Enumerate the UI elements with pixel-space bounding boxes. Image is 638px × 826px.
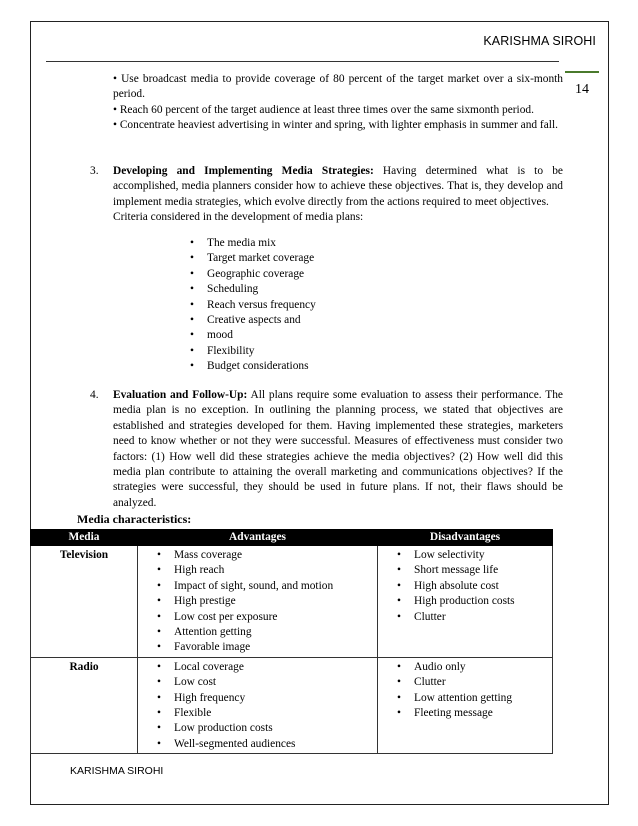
disadvantages-cell [378,546,553,658]
column-header: Media [31,530,138,546]
criteria-item: • Flexibility [190,344,316,359]
criteria-item: • mood [190,328,316,343]
intro-bullet: • Reach 60 percent of the target audience at least three times over the same sixmonth period. [113,103,534,116]
table-header-row [31,530,553,546]
section-number: 4. [90,389,99,401]
footer-author: KARISHMA SIROHI [70,765,164,777]
section-text: Having determined what is to be accomplished, media planners consider how to achieve these objectives. That is, they develop and implement media strategies, which evolve directly from the actions required to meet objectives. [113,165,563,208]
list-item: • Clutter [378,610,552,625]
header-author: KARISHMA SIROHI [483,34,596,48]
list-item: • Local coverage [138,660,377,675]
list-item: • Favorable image [138,640,377,655]
media-name: Radio [31,657,138,753]
intro-bullet: • Use broadcast media to provide coverage of 80 percent of the target market over a six-month period. [113,73,563,101]
list-item: • High absolute cost [378,579,552,594]
list-item: • Impact of sight, sound, and motion [138,579,377,594]
criteria-item: • Creative aspects and [190,313,316,328]
list-item: • Fleeting message [378,706,552,721]
criteria-item: • Geographic coverage [190,267,316,282]
list-item: • Short message life [378,563,552,578]
criteria-item: • Reach versus frequency [190,298,316,313]
section-4 [90,388,563,511]
advantages-cell [138,657,378,753]
list-item: • Low cost [138,675,377,690]
disadvantages-cell [378,657,553,753]
list-item: • Flexible [138,706,377,721]
list-item: • Low selectivity [378,548,552,563]
list-item: • High frequency [138,691,377,706]
section-title: Developing and Implementing Media Strategies: [113,165,374,177]
column-header: Advantages [138,530,378,546]
list-item: • High prestige [138,594,377,609]
list-item: • Audio only [378,660,552,675]
table-row [31,657,553,753]
criteria-intro: Criteria considered in the development of media plans: [113,211,364,224]
criteria-item: • Budget considerations [190,359,316,374]
section-3 [90,164,563,226]
criteria-list [190,236,316,375]
list-item: • Low cost per exposure [138,610,377,625]
criteria-item: • The media mix [190,236,316,251]
section-paragraph [113,164,563,210]
list-item: • Low production costs [138,721,377,736]
table-row [31,546,553,658]
section-title: Evaluation and Follow-Up: [113,389,248,401]
media-table [30,529,553,754]
criteria-item: • Scheduling [190,282,316,297]
list-item: • Attention getting [138,625,377,640]
column-header: Disadvantages [378,530,553,546]
intro-bullet: • Concentrate heaviest advertising in winter and spring, with lighter emphasis in summer and fall. [113,119,558,132]
page-number: 14 [575,82,589,97]
section-text: All plans require some evaluation to assess their performance. The media plan is no exception. In outlining the planning process, we stated that objectives are established and strategies developed for them. Having implemented these strategies, marketers need to know whether or not they were successful. Measures of effectiveness must consider two factors: (1) How well did these strategies achieve the media objectives? (2) How well did this media plan contribute to attaining the overall marketing and communications objectives? If the strategies were successful, they should be used in future plans. If not, their flaws should be analyzed. [113,389,563,509]
media-name: Television [31,546,138,658]
list-item: • Mass coverage [138,548,377,563]
header-rule [46,61,559,62]
list-item: • High production costs [378,594,552,609]
media-table-title: Media characteristics: [77,512,192,526]
page-number-bar [565,71,599,73]
list-item: • Low attention getting [378,691,552,706]
list-item: • Clutter [378,675,552,690]
section-number: 3. [90,165,99,177]
advantages-cell [138,546,378,658]
list-item: • High reach [138,563,377,578]
criteria-item: • Target market coverage [190,251,316,266]
list-item: • Well-segmented audiences [138,737,377,752]
intro-bullets [113,72,563,134]
section-paragraph [113,388,563,511]
